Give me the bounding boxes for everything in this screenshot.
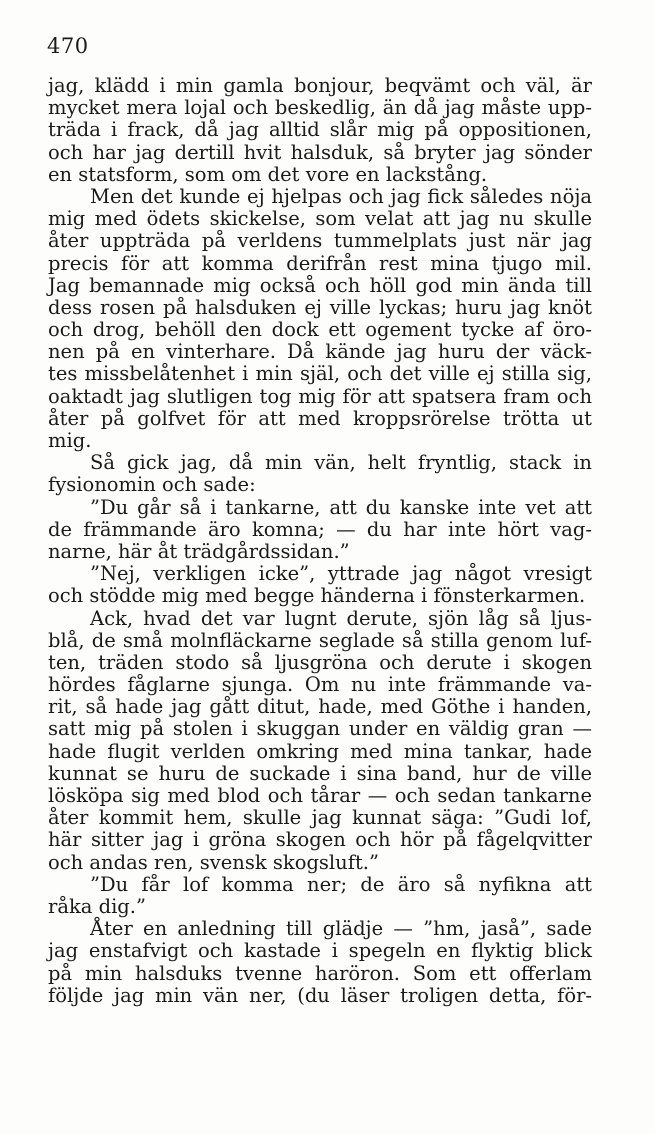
text-line: på min halsduks tvenne haröron. Som ett offerlam	[48, 961, 592, 985]
text-line: ten, träden stodo så ljusgröna och derute i skogen	[48, 650, 592, 674]
text-line: rit, så hade jag gått ditut, hade, med Göthe i handen,	[48, 695, 592, 719]
text-line: följde jag min vän ner, (du läser troligen detta, för-	[48, 983, 592, 1007]
text-line: Åter en anledning till glädje — ”hm, jaså”, sade	[90, 917, 592, 941]
text-line: oaktadt jag slutligen tog mig för att spatsera fram och	[48, 384, 592, 408]
text-line: mycket mera lojal och beskedlig, än då jag måste upp-	[48, 96, 592, 120]
text-line: och stödde mig med begge händerna i fönsterkarmen.	[48, 584, 586, 608]
text-line: här sitter jag i gröna skogen och hör på fågelqvitter	[48, 828, 592, 852]
text-line: ”Du går så i tankarne, att du kanske inte vet att	[90, 495, 592, 519]
text-line: åter på golfvet för att med kroppsrörelse trötta ut	[48, 406, 592, 430]
text-line: de främmande äro komna; — du har inte hört vag-	[48, 517, 592, 541]
text-line: Så gick jag, då min vän, helt fryntlig, stack in	[90, 451, 592, 475]
text-line: mig med ödets skickelse, som velat att jag nu skulle	[48, 207, 592, 231]
text-line: kunnat se huru de suckade i sina band, hur de ville	[48, 761, 592, 785]
text-line: och drog, behöll den dock ett ogement tycke af öro-	[48, 318, 592, 342]
text-line: narne, här åt trädgårdssidan.”	[48, 539, 350, 563]
text-line: precis för att komma derifrån rest mina tjugo mil.	[48, 251, 592, 275]
body-text	[48, 75, 592, 1007]
page-number: 470	[47, 34, 89, 58]
text-line: och har jag dertill hvit halsduk, så bryter jag sönder	[48, 140, 592, 164]
text-line: dess rosen på halsduken ej ville lyckas; huru jag knöt	[48, 295, 592, 319]
text-line: tes missbelåtenhet i min själ, och det ville ej stilla sig,	[48, 362, 592, 386]
text-line: nen på en vinterhare. Då kände jag huru der väck-	[48, 340, 592, 364]
text-line: blå, de små molnfläckarne seglade så stilla genom luf-	[48, 628, 592, 652]
text-line: åter uppträda på verldens tummelplats just när jag	[48, 229, 592, 253]
text-line: råka dig.”	[48, 894, 146, 918]
text-line: åter kommit hem, skulle jag kunnat säga: ”Gudi lof,	[48, 806, 592, 830]
text-line: en statsform, som om det vore en lackstång.	[48, 162, 488, 186]
text-line: hördes fåglarne sjunga. Om nu inte främmande va-	[48, 673, 592, 697]
text-line: satt mig på stolen i skuggan under en väldig gran —	[48, 717, 592, 741]
text-line: träda i frack, då jag alltid slår mig på oppositionen,	[48, 118, 592, 142]
text-line: jag enstafvigt och kastade i spegeln en flyktig blick	[48, 939, 592, 963]
text-line: jag, klädd i min gamla bonjour, beqvämt och väl, är	[48, 74, 592, 97]
text-line: ”Du får lof komma ner; de äro så nyfikna att	[90, 872, 592, 896]
text-line: Men det kunde ej hjelpas och jag fick således nöja	[90, 184, 592, 208]
text-line: Ack, hvad det var lugnt derute, sjön låg så ljus-	[90, 606, 592, 630]
text-line: hade flugit verlden omkring med mina tankar, hade	[48, 739, 592, 763]
text-line: fysionomin och sade:	[48, 473, 256, 497]
text-line: mig.	[48, 429, 92, 452]
text-line: och andas ren, svensk skogsluft.”	[48, 850, 379, 874]
text-line: ”Nej, verkligen icke”, yttrade jag något vresigt	[90, 562, 592, 586]
text-line: Jag bemannade mig också och höll god min ända till	[48, 273, 592, 297]
text-line: lösköpa sig med blod och tårar — och sedan tankarne	[48, 784, 592, 807]
